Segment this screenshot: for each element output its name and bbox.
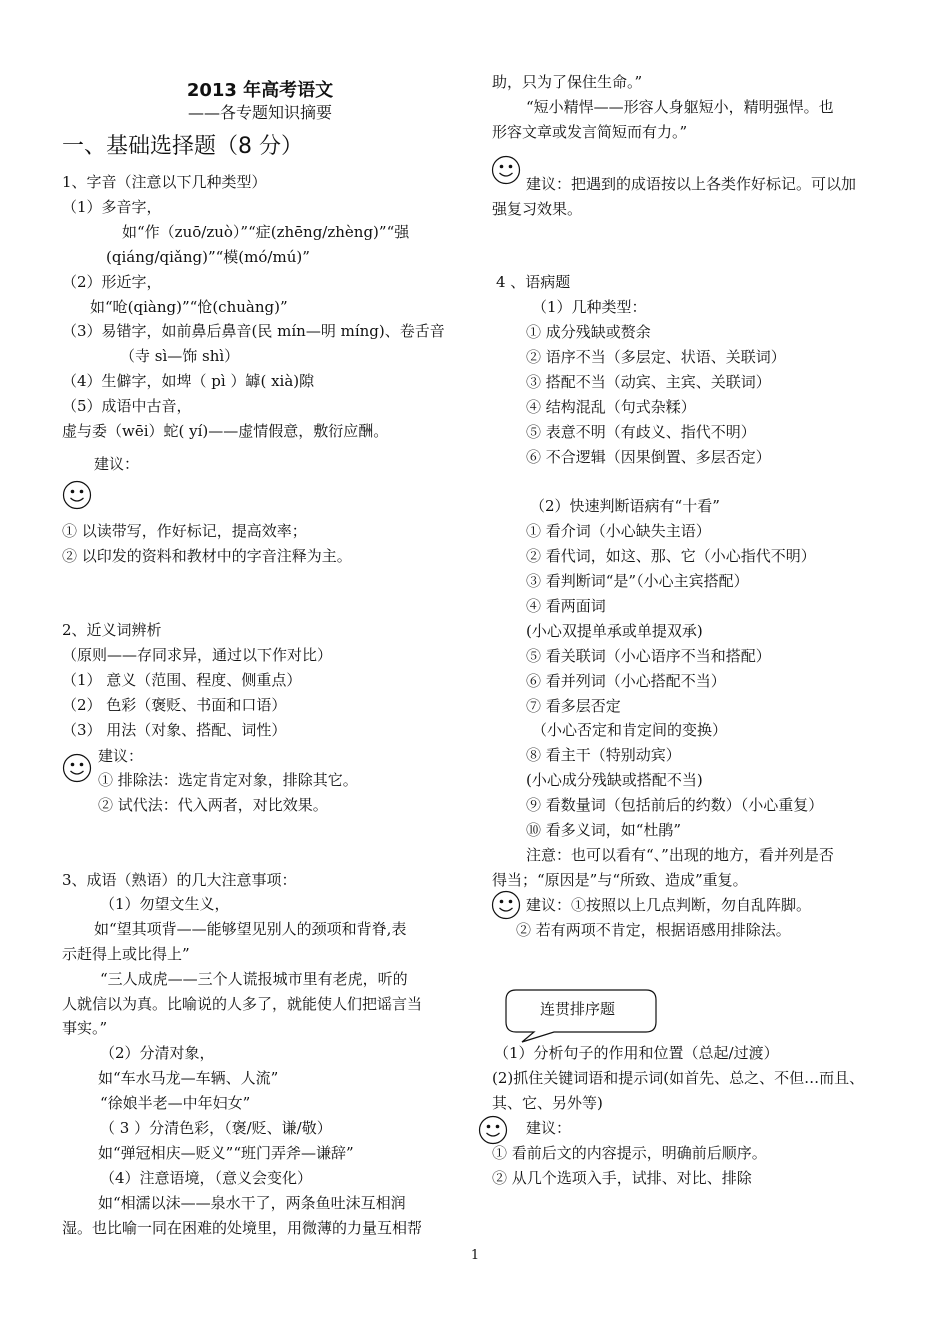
text-line: “徐娘半老—中年妇女”: [100, 1094, 251, 1112]
text-line: ② 从几个选项入手，试排、对比、排除: [492, 1169, 752, 1187]
text-line: （寺 sì—饰 shì）: [120, 347, 240, 365]
text-line: （5）成语中古音，: [62, 397, 192, 415]
text-line: ② 若有两项不肯定，根据语感用排除法。: [516, 921, 791, 939]
text-line: （1） 意义（范围、程度、侧重点）: [62, 671, 302, 689]
text-line: 形容文章或发言简短而有力。”: [492, 123, 688, 141]
text-line: ① 排除法：选定肯定对象，排除其它。: [98, 771, 358, 789]
text-line: 如“相濡以沫——泉水干了，两条鱼吐沫互相润: [98, 1194, 406, 1212]
text-line: (2)抓住关键词语和提示词(如首先、总之、不但…而且、: [492, 1069, 865, 1087]
doc-title: 2013 年高考语文: [186, 80, 334, 101]
text-line: 1、字音（注意以下几种类型）: [62, 173, 267, 191]
text-line: ⑨ 看数量词（包括前后的约数）（小心重复）: [526, 796, 824, 814]
text-line: ① 以读带写，作好标记，提高效率；: [62, 522, 307, 540]
text-line: 4 、语病题: [496, 273, 571, 291]
text-line: ⑥ 不合逻辑（因果倒置、多层否定）: [526, 448, 771, 466]
text-line: 助，只为了保住生命。”: [492, 73, 643, 91]
text-line: 如“望其项背——能够望见别人的颈项和背脊,表: [94, 920, 407, 938]
text-line: 得当；“原因是”与“所致、造成”重复。: [492, 871, 748, 889]
smiley-icon: [62, 480, 92, 510]
smiley-icon: [478, 1115, 508, 1145]
text-line: 注意：也可以看有“、”出现的地方，看并列是否: [526, 846, 834, 864]
text-line: ⑧ 看主干（特别动宾）: [526, 746, 681, 764]
text-line: （1）几种类型：: [532, 298, 647, 316]
text-line: 如“车水马龙—车辆、人流”: [98, 1069, 279, 1087]
text-line: (qiáng/qiǎng)”“模(mó/mú)”: [106, 248, 310, 266]
text-line: 事实。”: [62, 1019, 108, 1037]
text-line: ② 看代词，如这、那、它（小心指代不明）: [526, 547, 816, 565]
text-line: 强复习效果。: [492, 200, 583, 218]
text-line: 建议：: [98, 747, 144, 765]
text-line: （1）分析句子的作用和位置（总起/过渡）: [494, 1044, 779, 1062]
text-line: ① 看介词（小心缺失主语）: [526, 522, 711, 540]
doc-subtitle: ——各专题知识摘要: [187, 103, 332, 122]
text-line: （3） 用法（对象、搭配、词性）: [62, 721, 287, 739]
text-line: 建议：把遇到的成语按以上各类作好标记。可以加: [526, 175, 857, 193]
text-line: （原则——存同求异，通过以下作对比）: [62, 646, 333, 664]
text-line: 人就信以为真。比喻说的人多了，就能使人们把谣言当: [62, 995, 423, 1013]
text-line: ① 看前后文的内容提示，明确前后顺序。: [492, 1144, 767, 1162]
text-line: 其、它、另外等): [492, 1094, 603, 1112]
text-line: 建议：: [94, 455, 140, 473]
text-line: （4）生僻字，如埤（ pì ）罅( xià)隙: [62, 372, 315, 390]
text-line: ④ 结构混乱（句式杂糅）: [526, 398, 696, 416]
text-line: 3、成语（熟语）的几大注意事项：: [62, 871, 297, 889]
text-line: ③ 搭配不当（动宾、主宾、关联词）: [526, 373, 771, 391]
text-line: （ 3 ）分清色彩，（褒/贬、谦/敬）: [100, 1119, 332, 1137]
text-line: (小心成分残缺或搭配不当): [526, 771, 703, 789]
text-line: ② 试代法：代入两者，对比效果。: [98, 796, 328, 814]
text-line: 建议：: [526, 1119, 572, 1137]
text-line: ⑩ 看多义词，如“杜鹃”: [526, 821, 682, 839]
page-number: 1: [470, 1248, 480, 1263]
text-line: 示赶得上或比得上”: [62, 945, 190, 963]
smiley-icon: [491, 890, 521, 920]
text-line: “三人成虎——三个人谎报城市里有老虎，听的: [100, 970, 408, 988]
text-line: 如“弹冠相庆—贬义”“班门弄斧—谦辞”: [98, 1144, 354, 1162]
text-line: （2）快速判断语病有“十看”: [530, 497, 720, 515]
text-line: （4）注意语境，（意义会变化）: [100, 1169, 313, 1187]
text-line: 建议：①按照以上几点判断，勿自乱阵脚。: [526, 896, 812, 914]
text-line: 虚与委（wēi）蛇( yí)——虚情假意，敷衍应酬。: [62, 422, 389, 440]
text-line: （小心否定和肯定间的变换）: [532, 721, 728, 739]
smiley-icon: [491, 155, 521, 185]
text-line: (小心双提单承或单提双承): [526, 622, 703, 640]
text-line: 2、近义词辨析: [62, 621, 162, 639]
text-line: 如“呛(qiàng)”“怆(chuàng)”: [90, 298, 288, 316]
text-line: （3）易错字，如前鼻后鼻音(民 mín—明 míng)、卷舌音: [62, 322, 445, 340]
text-line: ⑤ 看关联词（小心语序不当和搭配）: [526, 647, 771, 665]
text-line: “短小精悍——形容人身躯短小，精明强悍。也: [526, 98, 834, 116]
text-line: 湿。也比喻一同在困难的处境里，用微薄的力量互相帮: [62, 1219, 423, 1237]
text-line: 如“作（zuō/zuò）”“症(zhēng/zhèng)”“强: [122, 223, 410, 241]
text-line: （1）多音字，: [62, 198, 162, 216]
text-line: ⑤ 表意不明（有歧义、指代不明）: [526, 423, 756, 441]
text-line: ⑥ 看并列词（小心搭配不当）: [526, 672, 726, 690]
section-title: 一、基础选择题（8 分）: [62, 134, 303, 159]
text-line: ⑦ 看多层否定: [526, 697, 621, 715]
text-line: ① 成分残缺或赘余: [526, 323, 651, 341]
text-line: （1）勿望文生义，: [100, 895, 230, 913]
text-line: ② 语序不当（多层定、状语、关联词）: [526, 348, 786, 366]
callout-label: 连贯排序题: [540, 1000, 616, 1018]
text-line: ② 以印发的资料和教材中的字音注释为主。: [62, 547, 352, 565]
text-line: （2）分清对象，: [100, 1044, 215, 1062]
text-line: （2）形近字，: [62, 273, 162, 291]
text-line: （2） 色彩（褒贬、书面和口语）: [62, 696, 287, 714]
text-line: ④ 看两面词: [526, 597, 606, 615]
text-line: ③ 看判断词“是”（小心主宾搭配）: [526, 572, 749, 590]
smiley-icon: [62, 753, 92, 783]
